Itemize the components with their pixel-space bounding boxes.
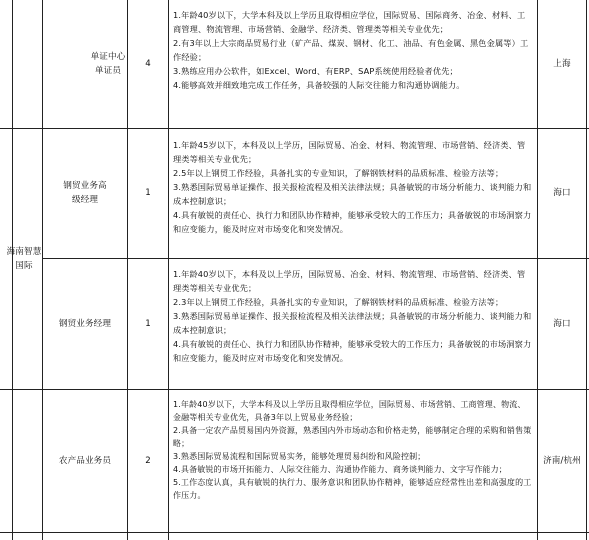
count-cell [128, 258, 168, 389]
position-cell [43, 128, 127, 258]
requirement-item: 3.熟悉国际贸易流程和国际贸易实务，能够处理贸易纠纷和风险控制； [173, 452, 426, 461]
requirements-cell [170, 138, 536, 236]
position-name: 单证中心单证员 [90, 52, 126, 76]
location-cell [537, 389, 587, 532]
position-name: 钢贸业务经理 [58, 318, 112, 329]
requirements-cell [170, 8, 536, 92]
requirements-cell [170, 398, 536, 502]
position-name: 钢贸业务高级经理 [63, 181, 107, 205]
table-border [168, 0, 169, 540]
company-cell [4, 128, 44, 389]
work-location: 海口 [553, 318, 571, 329]
location-cell [537, 258, 587, 389]
requirement-item: 1.年龄40岁以下，大学本科及以上学历且取得相应学位，国际贸易、国际商务、冶金、材料、工商管理、物流管理、市场营销、金融学、经济类、管理类等相关专业优先； [173, 10, 526, 34]
requirement-item: 3.熟悉国际贸易单证操作、报关报检流程及相关法律法规；具备敏锐的市场分析能力、谈判能力和成本控制意识； [173, 182, 532, 206]
work-location: 海口 [553, 188, 571, 198]
requirements-cell [170, 267, 536, 365]
location-cell [537, 128, 587, 258]
requirement-item: 1.年龄45岁以下，本科及以上学历，国际贸易、冶金、材料、物流管理、市场营销、经济类、管理类等相关专业优先； [173, 140, 526, 164]
requirement-item: 3.熟练应用办公软件，如Excel、Word、有ERP、SAP系统使用经验者优先； [173, 66, 458, 76]
headcount: 1 [145, 188, 151, 198]
requirement-item: 4.具有敏锐的责任心、执行力和团队协作精神，能够承受较大的工作压力；具备敏锐的市场洞察力和应变能力，能及时应对市场变化和突发情况。 [173, 339, 532, 363]
headcount: 4 [145, 59, 151, 69]
headcount: 2 [145, 455, 151, 466]
requirement-item: 3.熟悉国际贸易单证操作、报关报检流程及相关法律法规；具备敏锐的市场分析能力、谈判能力和成本控制意识； [173, 311, 532, 335]
requirement-item: 4.具有敏锐的责任心、执行力和团队协作精神，能够承受较大的工作压力；具备敏锐的市场洞察力和应变能力，能及时应对市场变化和突发情况。 [173, 210, 532, 234]
position-cell [43, 258, 127, 389]
requirement-item: 2.具备一定农产品贸易国内外资源，熟悉国内外市场动态和价格走势，能够制定合理的采购和销售策略； [173, 426, 532, 448]
requirement-item: 2.3年以上钢贸工作经验，具备扎实的专业知识，了解钢铁材料的品质标准、检验方法等； [173, 297, 504, 307]
requirement-item: 4.能够高效并细致地完成工作任务，具备较强的人际交往能力和沟通协调能力。 [173, 80, 465, 90]
company-name: 海南智慧国际 [6, 246, 42, 271]
position-name: 农产品业务员 [58, 455, 112, 466]
count-cell [128, 389, 168, 532]
position-cell [88, 0, 128, 128]
position-cell [43, 389, 127, 532]
work-location: 上海 [553, 59, 571, 69]
requirement-item: 4.具备敏锐的市场开拓能力、人际交往能力、沟通协作能力、商务谈判能力、文字写作能力； [173, 465, 507, 474]
work-location: 济南/杭州 [543, 455, 581, 466]
requirement-item: 1.年龄40岁以下，大学本科及以上学历且取得相应学位，国际贸易、市场营销、工商管理、物流、金融等相关专业优先，具备3年以上贸易业务经验； [173, 400, 526, 422]
requirement-item: 1.年龄40岁以下，本科及以上学历，国际贸易、冶金、材料、物流管理、市场营销、经济类、管理类等相关专业优先； [173, 269, 526, 293]
headcount: 1 [145, 318, 151, 329]
location-cell [537, 0, 587, 128]
requirement-item: 2.5年以上钢贸工作经验，具备扎实的专业知识，了解钢铁材料的品质标准、检验方法等； [173, 168, 504, 178]
row-divider [0, 532, 589, 533]
count-cell [128, 0, 168, 128]
requirement-item: 2.有3年以上大宗商品贸易行业（矿产品、煤炭、钢材、化工、油品、有色金属、黑色金属等）工作经验； [173, 38, 529, 62]
requirement-item: 5.工作态度认真，具有敏锐的执行力、服务意识和团队协作精神，能够适应经常性出差和高强度的工作压力。 [173, 478, 532, 500]
count-cell [128, 128, 168, 258]
